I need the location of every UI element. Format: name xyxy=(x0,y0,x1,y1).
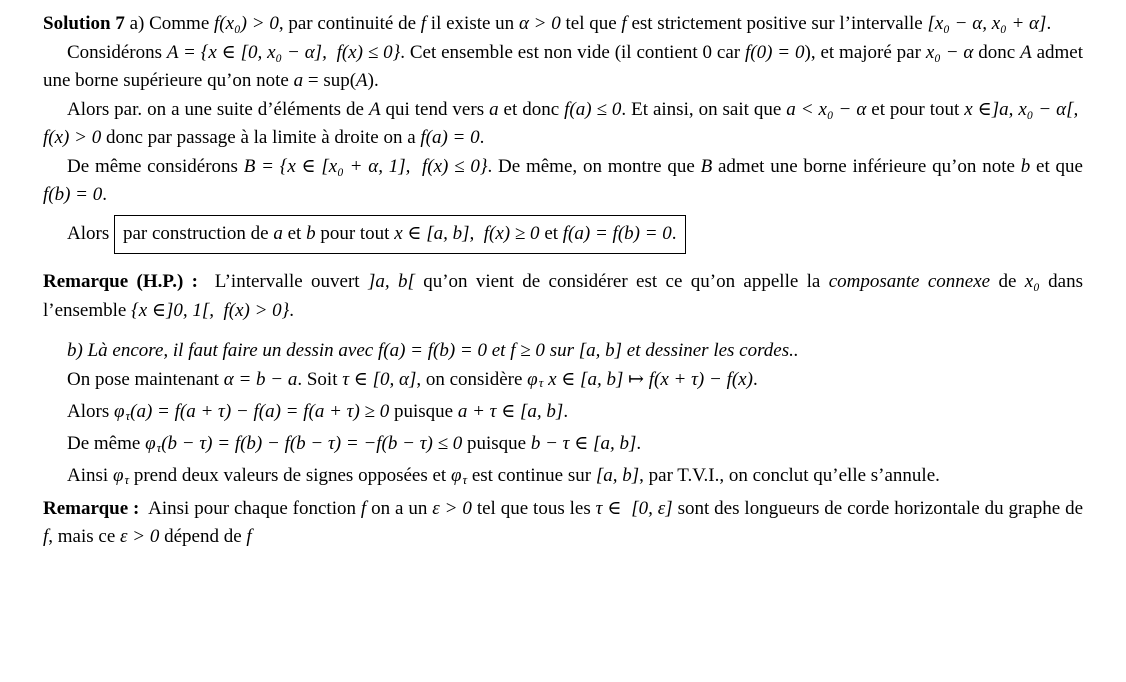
text-segment: tel que tous les xyxy=(471,497,596,519)
text-segment: ε > 0 xyxy=(432,497,472,519)
paragraph-phi-at-b xyxy=(43,430,1083,462)
text-segment: A xyxy=(356,70,368,91)
text-segment: tel que xyxy=(560,13,622,34)
text-segment: ]a, b[ xyxy=(367,271,415,292)
text-segment: et pour tout xyxy=(866,98,965,120)
text-segment: . xyxy=(102,184,108,205)
text-segment: τ ∈ [0, α] xyxy=(342,368,417,390)
text-segment: x₀ xyxy=(1024,271,1040,292)
text-segment: Là encore, il faut faire un dessin avec xyxy=(87,340,378,361)
text-segment: a + τ ∈ [a, b] xyxy=(457,400,564,422)
text-segment: x ∈]a, x₀ − α[, f(x) > 0 xyxy=(43,98,1083,148)
text-segment: , par T.V.I., on conclut qu’elle s’annule. xyxy=(639,465,940,487)
text-segment: b xyxy=(1020,155,1031,177)
text-segment: a xyxy=(273,222,283,244)
text-segment: α > 0 xyxy=(518,13,561,34)
text-segment: , on considère xyxy=(416,368,528,390)
text-segment: f ≥ 0 xyxy=(510,340,545,361)
text-segment: f(a) ≤ 0 xyxy=(564,98,622,120)
text-segment: [a, b] xyxy=(578,340,623,361)
paragraph-set-B xyxy=(43,153,1083,210)
text-segment: . Cet ensemble est non vide (il contient 0 car xyxy=(400,41,745,63)
paragraph-limit-argument xyxy=(43,96,1083,153)
text-segment: Remarque : xyxy=(43,497,140,519)
document-content xyxy=(43,10,1083,552)
text-segment: A xyxy=(368,98,381,120)
boxed-result xyxy=(114,215,686,255)
text-segment: dépend de xyxy=(159,526,247,548)
text-segment: L’intervalle ouvert xyxy=(198,271,368,292)
text-segment: , par continuité de xyxy=(278,13,421,34)
text-segment: De même considérons xyxy=(67,155,244,177)
text-segment: Solution 7 xyxy=(43,13,125,34)
text-segment: admet une borne supérieure qu’on note xyxy=(43,41,1084,91)
text-segment: et xyxy=(539,222,563,244)
text-segment: . Soit xyxy=(297,368,343,390)
text-segment: par construction de xyxy=(122,222,274,244)
text-segment: τ xyxy=(462,472,468,488)
paragraph-final-remark xyxy=(43,495,1083,552)
text-segment: φ xyxy=(112,465,124,487)
text-segment: admet une borne inférieure qu’on note xyxy=(712,155,1021,177)
text-segment: φ xyxy=(527,368,538,390)
text-segment: il existe un xyxy=(426,13,519,34)
text-segment: et dessiner les cordes.. xyxy=(622,340,799,361)
text-segment: sont des longueurs de corde horizontale du graphe de xyxy=(672,497,1084,519)
text-segment: b − τ ∈ [a, b] xyxy=(530,433,637,455)
text-segment: . xyxy=(479,127,485,148)
text-segment: ), et majoré par xyxy=(804,41,926,63)
text-segment: [x₀ − α, x₀ + α] xyxy=(927,13,1047,34)
text-segment: a xyxy=(489,98,499,120)
text-segment: et xyxy=(282,222,307,244)
paragraph-conclusion-box xyxy=(43,215,1083,255)
text-segment: φ xyxy=(145,433,156,455)
text-segment: f xyxy=(360,497,367,519)
text-segment: f xyxy=(246,526,252,548)
paragraph-phi-definition xyxy=(43,366,1083,398)
text-segment: f(x₀) > 0 xyxy=(214,13,279,34)
text-segment: et donc xyxy=(498,98,565,120)
text-segment: b xyxy=(306,222,316,244)
text-segment: Alors par. on a une suite d’éléments de xyxy=(67,98,369,120)
text-segment: Alors xyxy=(67,222,114,244)
paragraph-part-b-intro xyxy=(43,337,1083,366)
text-segment: . De même, on montre que xyxy=(487,155,701,177)
text-segment: ε > 0 xyxy=(120,526,160,548)
text-segment: B = {x ∈ [x₀ + α, 1], f(x) ≤ 0} xyxy=(243,155,488,177)
paragraph-remark-hp xyxy=(43,268,1083,325)
text-segment: φ xyxy=(113,400,125,422)
text-segment: τ xyxy=(124,472,130,488)
text-segment: donc xyxy=(973,41,1021,63)
text-segment: et xyxy=(487,340,511,361)
text-segment: composante connexe xyxy=(828,271,991,292)
text-segment: est strictement positive sur l’intervalle xyxy=(626,13,928,34)
text-segment: a xyxy=(293,70,304,91)
text-segment: f xyxy=(420,13,427,34)
text-segment: A = {x ∈ [0, x₀ − α], f(x) ≤ 0} xyxy=(166,41,401,63)
text-segment: qu’on vient de considérer est ce qu’on appelle la xyxy=(414,271,829,292)
text-segment: Alors xyxy=(67,400,114,422)
text-segment: puisque xyxy=(462,433,531,455)
text-segment: τ xyxy=(125,407,131,423)
text-segment: a < x₀ − α xyxy=(786,98,867,120)
text-segment: f(a) = f(b) = 0 xyxy=(562,222,672,244)
text-segment: = sup( xyxy=(303,70,357,91)
text-segment: . xyxy=(671,222,677,244)
text-segment: φ xyxy=(450,465,462,487)
text-segment: Ainsi xyxy=(67,465,113,487)
text-segment: est continue sur xyxy=(467,465,596,487)
text-segment: a) Comme xyxy=(124,13,215,34)
text-segment: . xyxy=(289,299,295,321)
text-segment: qui tend vers xyxy=(380,98,490,120)
text-segment: sur xyxy=(544,340,579,361)
text-segment: (a) = f(a + τ) − f(a) = f(a + τ) ≥ 0 xyxy=(130,400,390,422)
text-segment: f xyxy=(43,526,49,548)
paragraph-phi-at-a xyxy=(43,398,1083,430)
text-segment: f(b) = 0 xyxy=(43,184,103,205)
text-segment: τ xyxy=(156,439,162,455)
paragraph-tvi-conclusion xyxy=(43,462,1083,494)
text-segment: de xyxy=(990,271,1025,292)
text-segment: B xyxy=(700,155,713,177)
paragraph-solution-a-intro xyxy=(43,10,1083,39)
text-segment: Remarque (H.P.) : xyxy=(43,271,198,292)
text-segment: x ∈ [a, b] ↦ f(x + τ) − f(x) xyxy=(548,368,753,390)
text-segment: . Et ainsi, on sait que xyxy=(621,98,787,120)
text-segment: [a, b] xyxy=(595,465,640,487)
text-segment: on a un xyxy=(366,497,433,519)
text-segment: pour tout xyxy=(315,222,395,244)
text-segment: ). xyxy=(367,70,379,91)
text-segment: (b − τ) = f(b) − f(b − τ) = −f(b − τ) ≤ 0 xyxy=(161,433,463,455)
text-segment: b) xyxy=(67,340,88,361)
text-segment: . xyxy=(1046,13,1052,34)
text-segment: puisque xyxy=(389,400,458,422)
text-segment: , mais ce xyxy=(48,526,121,548)
text-segment: τ ∈ [0, ε] xyxy=(595,497,673,519)
text-segment: x ∈ [a, b], f(x) ≥ 0 xyxy=(394,222,540,244)
text-segment: f(0) = 0 xyxy=(744,41,805,63)
text-segment: Ainsi pour chaque fonction xyxy=(139,497,361,519)
text-segment: . xyxy=(563,400,569,422)
text-segment: {x ∈]0, 1[, f(x) > 0} xyxy=(131,299,290,321)
text-segment: dans l’ensemble xyxy=(43,271,1084,321)
text-segment: On pose maintenant xyxy=(67,368,224,390)
text-segment: prend deux valeurs de signes opposées et xyxy=(129,465,451,487)
text-segment: f(a) = 0 xyxy=(420,127,480,148)
text-segment: . xyxy=(636,433,642,455)
text-segment: De même xyxy=(67,433,146,455)
text-segment: x₀ − α xyxy=(925,41,974,63)
text-segment: Considérons xyxy=(67,41,167,63)
text-segment: et que xyxy=(1030,155,1083,177)
text-segment: A xyxy=(1020,41,1032,63)
text-segment: f(a) = f(b) = 0 xyxy=(377,340,487,361)
text-segment: f xyxy=(621,13,627,34)
text-segment: donc par passage à la limite à droite on a xyxy=(101,127,421,148)
text-segment: α = b − a xyxy=(223,368,298,390)
text-segment: . xyxy=(752,368,758,390)
text-segment: τ xyxy=(538,375,544,391)
paragraph-set-A xyxy=(43,39,1083,96)
